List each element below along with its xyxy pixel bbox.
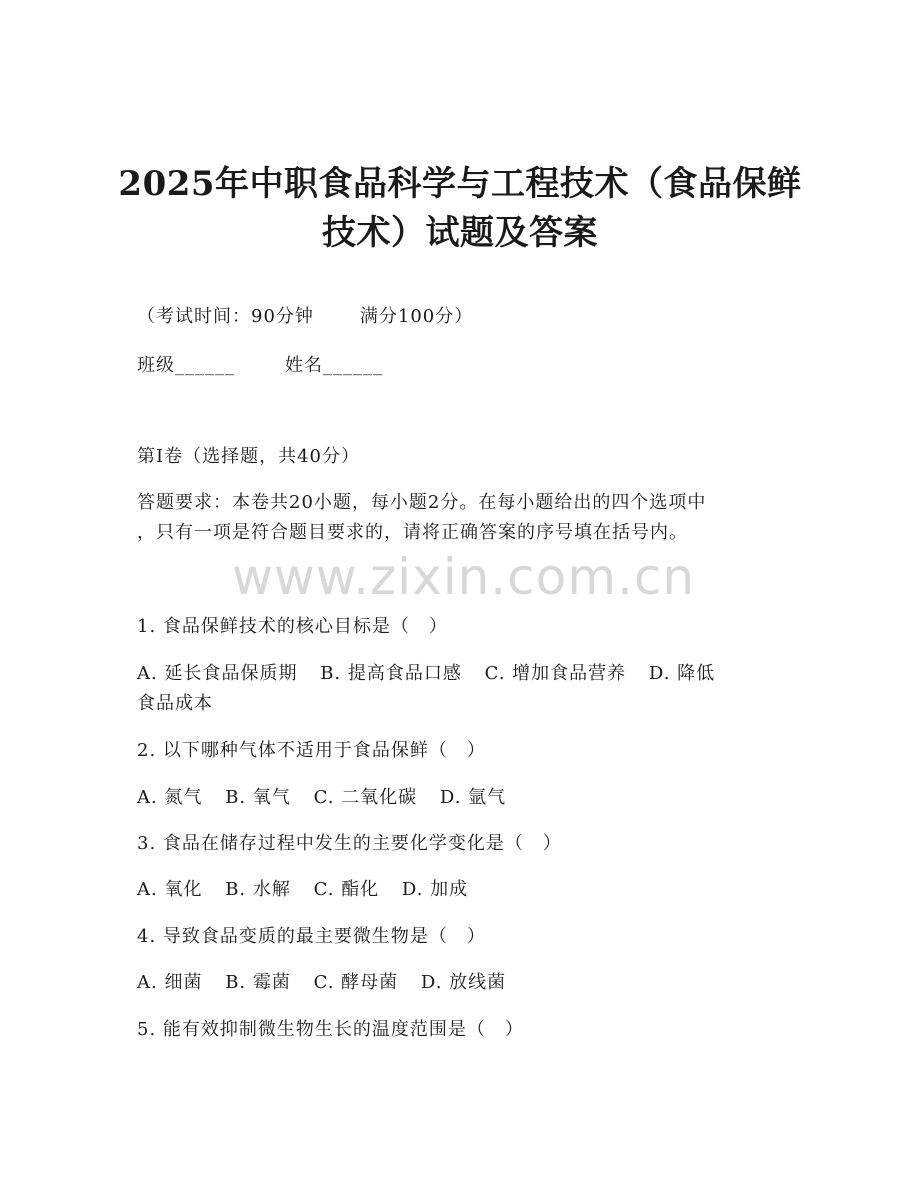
question-2-option-c[interactable]: C. 二氧化碳: [313, 787, 418, 808]
question-5-stem: 5. 能有效抑制微生物生长的温度范围是（ ）: [137, 1019, 524, 1040]
class-blank[interactable]: ______: [175, 355, 235, 376]
question-2-options: [137, 783, 506, 809]
question-4-stem: 4. 导致食品变质的最主要微生物是（ ）: [137, 926, 486, 947]
question-1-option-c[interactable]: C. 增加食品营养: [484, 663, 627, 684]
question-3-options: [137, 875, 468, 901]
question-4-option-d[interactable]: D. 放线菌: [420, 972, 507, 993]
question-3-stem: 3. 食品在储存过程中发生的主要化学变化是（ ）: [137, 833, 562, 854]
question-2-option-a[interactable]: A. 氮气: [137, 787, 203, 808]
question-1-stem: 1. 食品保鲜技术的核心目标是（ ）: [137, 616, 448, 637]
name-label: 姓名: [285, 355, 323, 376]
question-4-options: [137, 968, 506, 994]
question-1-option-d[interactable]: D. 降低: [648, 663, 716, 684]
question-1-option-a[interactable]: A. 延长食品保质期: [137, 663, 298, 684]
watermark: www.zixin.com.cn: [232, 548, 696, 606]
question-2-option-d[interactable]: D. 氩气: [439, 787, 507, 808]
document-title-line-1: 2025年中职食品科学与工程技术（食品保鲜: [118, 164, 802, 204]
question-1-option-d-wrap: 食品成本: [137, 693, 213, 714]
student-fields: [137, 351, 383, 377]
class-label: 班级: [137, 355, 175, 376]
question-2-stem: 2. 以下哪种气体不适用于食品保鲜（ ）: [137, 740, 486, 761]
question-3-option-c[interactable]: C. 酯化: [313, 879, 380, 900]
question-3-option-d[interactable]: D. 加成: [401, 879, 469, 900]
instructions-line-2: ，只有一项是符合题目要求的，请将正确答案的序号填在括号内。: [137, 522, 688, 543]
question-4-option-a[interactable]: A. 细菌: [137, 972, 203, 993]
question-3-option-b[interactable]: B. 水解: [225, 879, 291, 900]
question-2-option-b[interactable]: B. 氧气: [225, 787, 291, 808]
question-1-option-b[interactable]: B. 提高食品口感: [320, 663, 462, 684]
question-4-option-b[interactable]: B. 霉菌: [225, 972, 291, 993]
question-1-options: [137, 659, 715, 685]
exam-score: 满分100分）: [359, 306, 474, 327]
instructions-line-1: 答题要求：本卷共20小题，每小题2分。在每小题给出的四个选项中: [137, 492, 707, 513]
question-4-option-c[interactable]: C. 酵母菌: [313, 972, 399, 993]
exam-time: （考试时间：90分钟: [137, 306, 314, 327]
document-title-line-2: 技术）试题及答案: [322, 213, 598, 253]
question-3-option-a[interactable]: A. 氧化: [137, 879, 203, 900]
name-blank[interactable]: ______: [323, 355, 383, 376]
exam-info: [137, 302, 473, 328]
section-heading: 第Ⅰ卷（选择题，共40分）: [137, 446, 361, 467]
